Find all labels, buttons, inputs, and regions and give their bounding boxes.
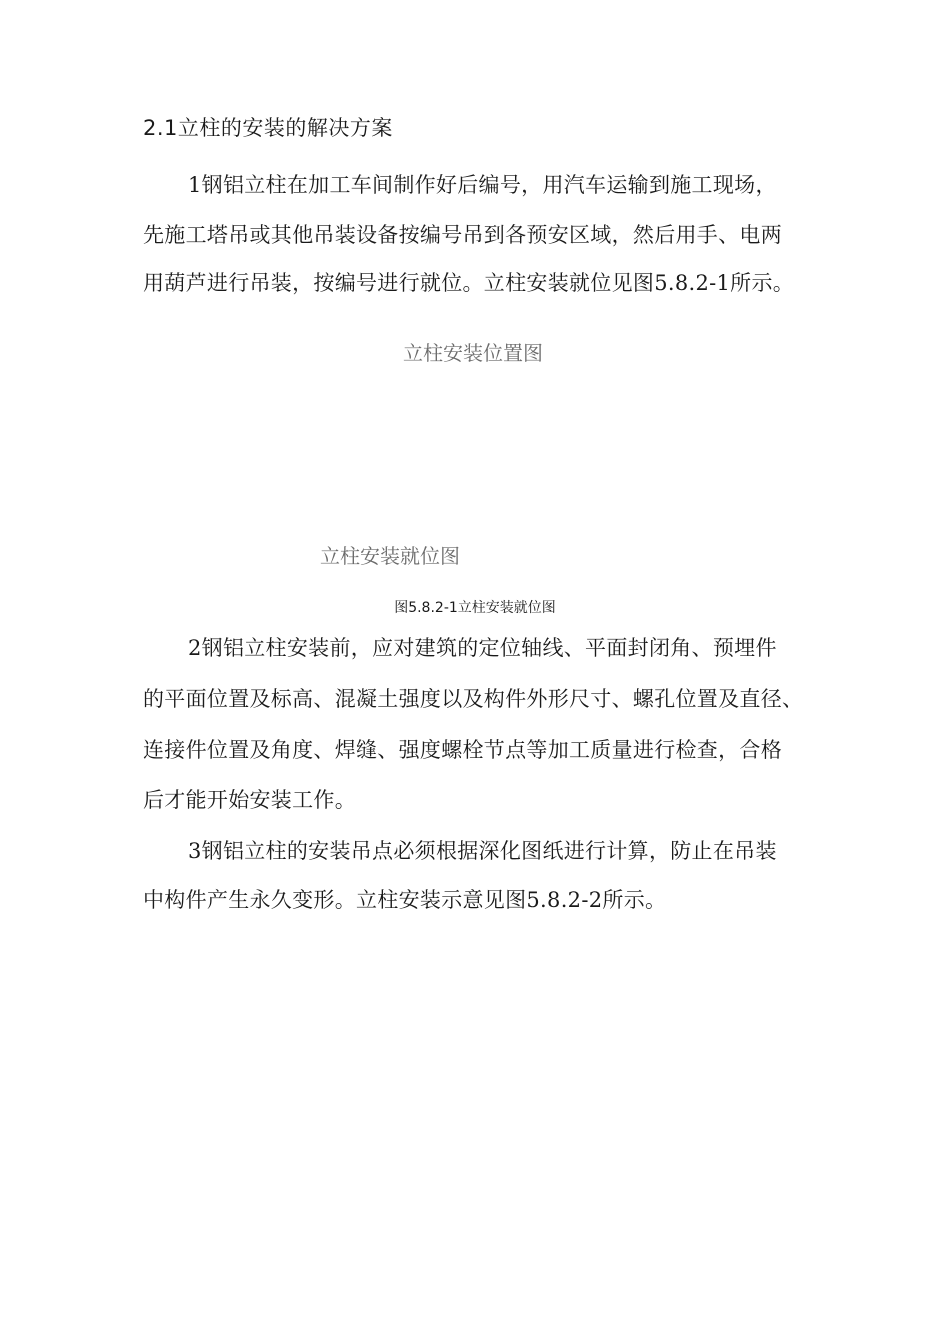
- paragraph-2-line-1: 2钢铝立柱安装前，应对建筑的定位轴线、平面封闭角、预埋件: [188, 636, 777, 660]
- figure-label-installed: 立柱安装就位图: [320, 544, 460, 568]
- paragraph-2-line-3: 连接件位置及角度、焊缝、强度螺栓节点等加工质量进行检查，合格: [143, 738, 782, 762]
- paragraph-3-line-1: 3钢铝立柱的安装吊点必须根据深化图纸进行计算，防止在吊装: [188, 839, 777, 863]
- paragraph-1-line-1: 1钢铝立柱在加工车间制作好后编号，用汽车运输到施工现场，: [188, 173, 777, 197]
- figure-label-position: 立柱安装位置图: [403, 341, 543, 365]
- paragraph-3-line-2: 中构件产生永久变形。立柱安装示意见图5.8.2-2所示。: [143, 888, 667, 912]
- section-heading: 2.1立柱的安装的解决方案: [143, 116, 393, 140]
- figure-placeholder: [143, 330, 813, 590]
- paragraph-2-line-4: 后才能开始安装工作。: [143, 788, 356, 812]
- figure-caption: 图5.8.2-1立柱安装就位图: [394, 600, 556, 616]
- paragraph-1-line-3: 用葫芦进行吊装，按编号进行就位。立柱安装就位见图5.8.2-1所示。: [143, 271, 795, 295]
- paragraph-1-line-2: 先施工塔吊或其他吊装设备按编号吊到各预安区域，然后用手、电两: [143, 223, 782, 247]
- paragraph-2-line-2: 的平面位置及标高、混凝土强度以及构件外形尺寸、螺孔位置及直径、: [143, 687, 804, 711]
